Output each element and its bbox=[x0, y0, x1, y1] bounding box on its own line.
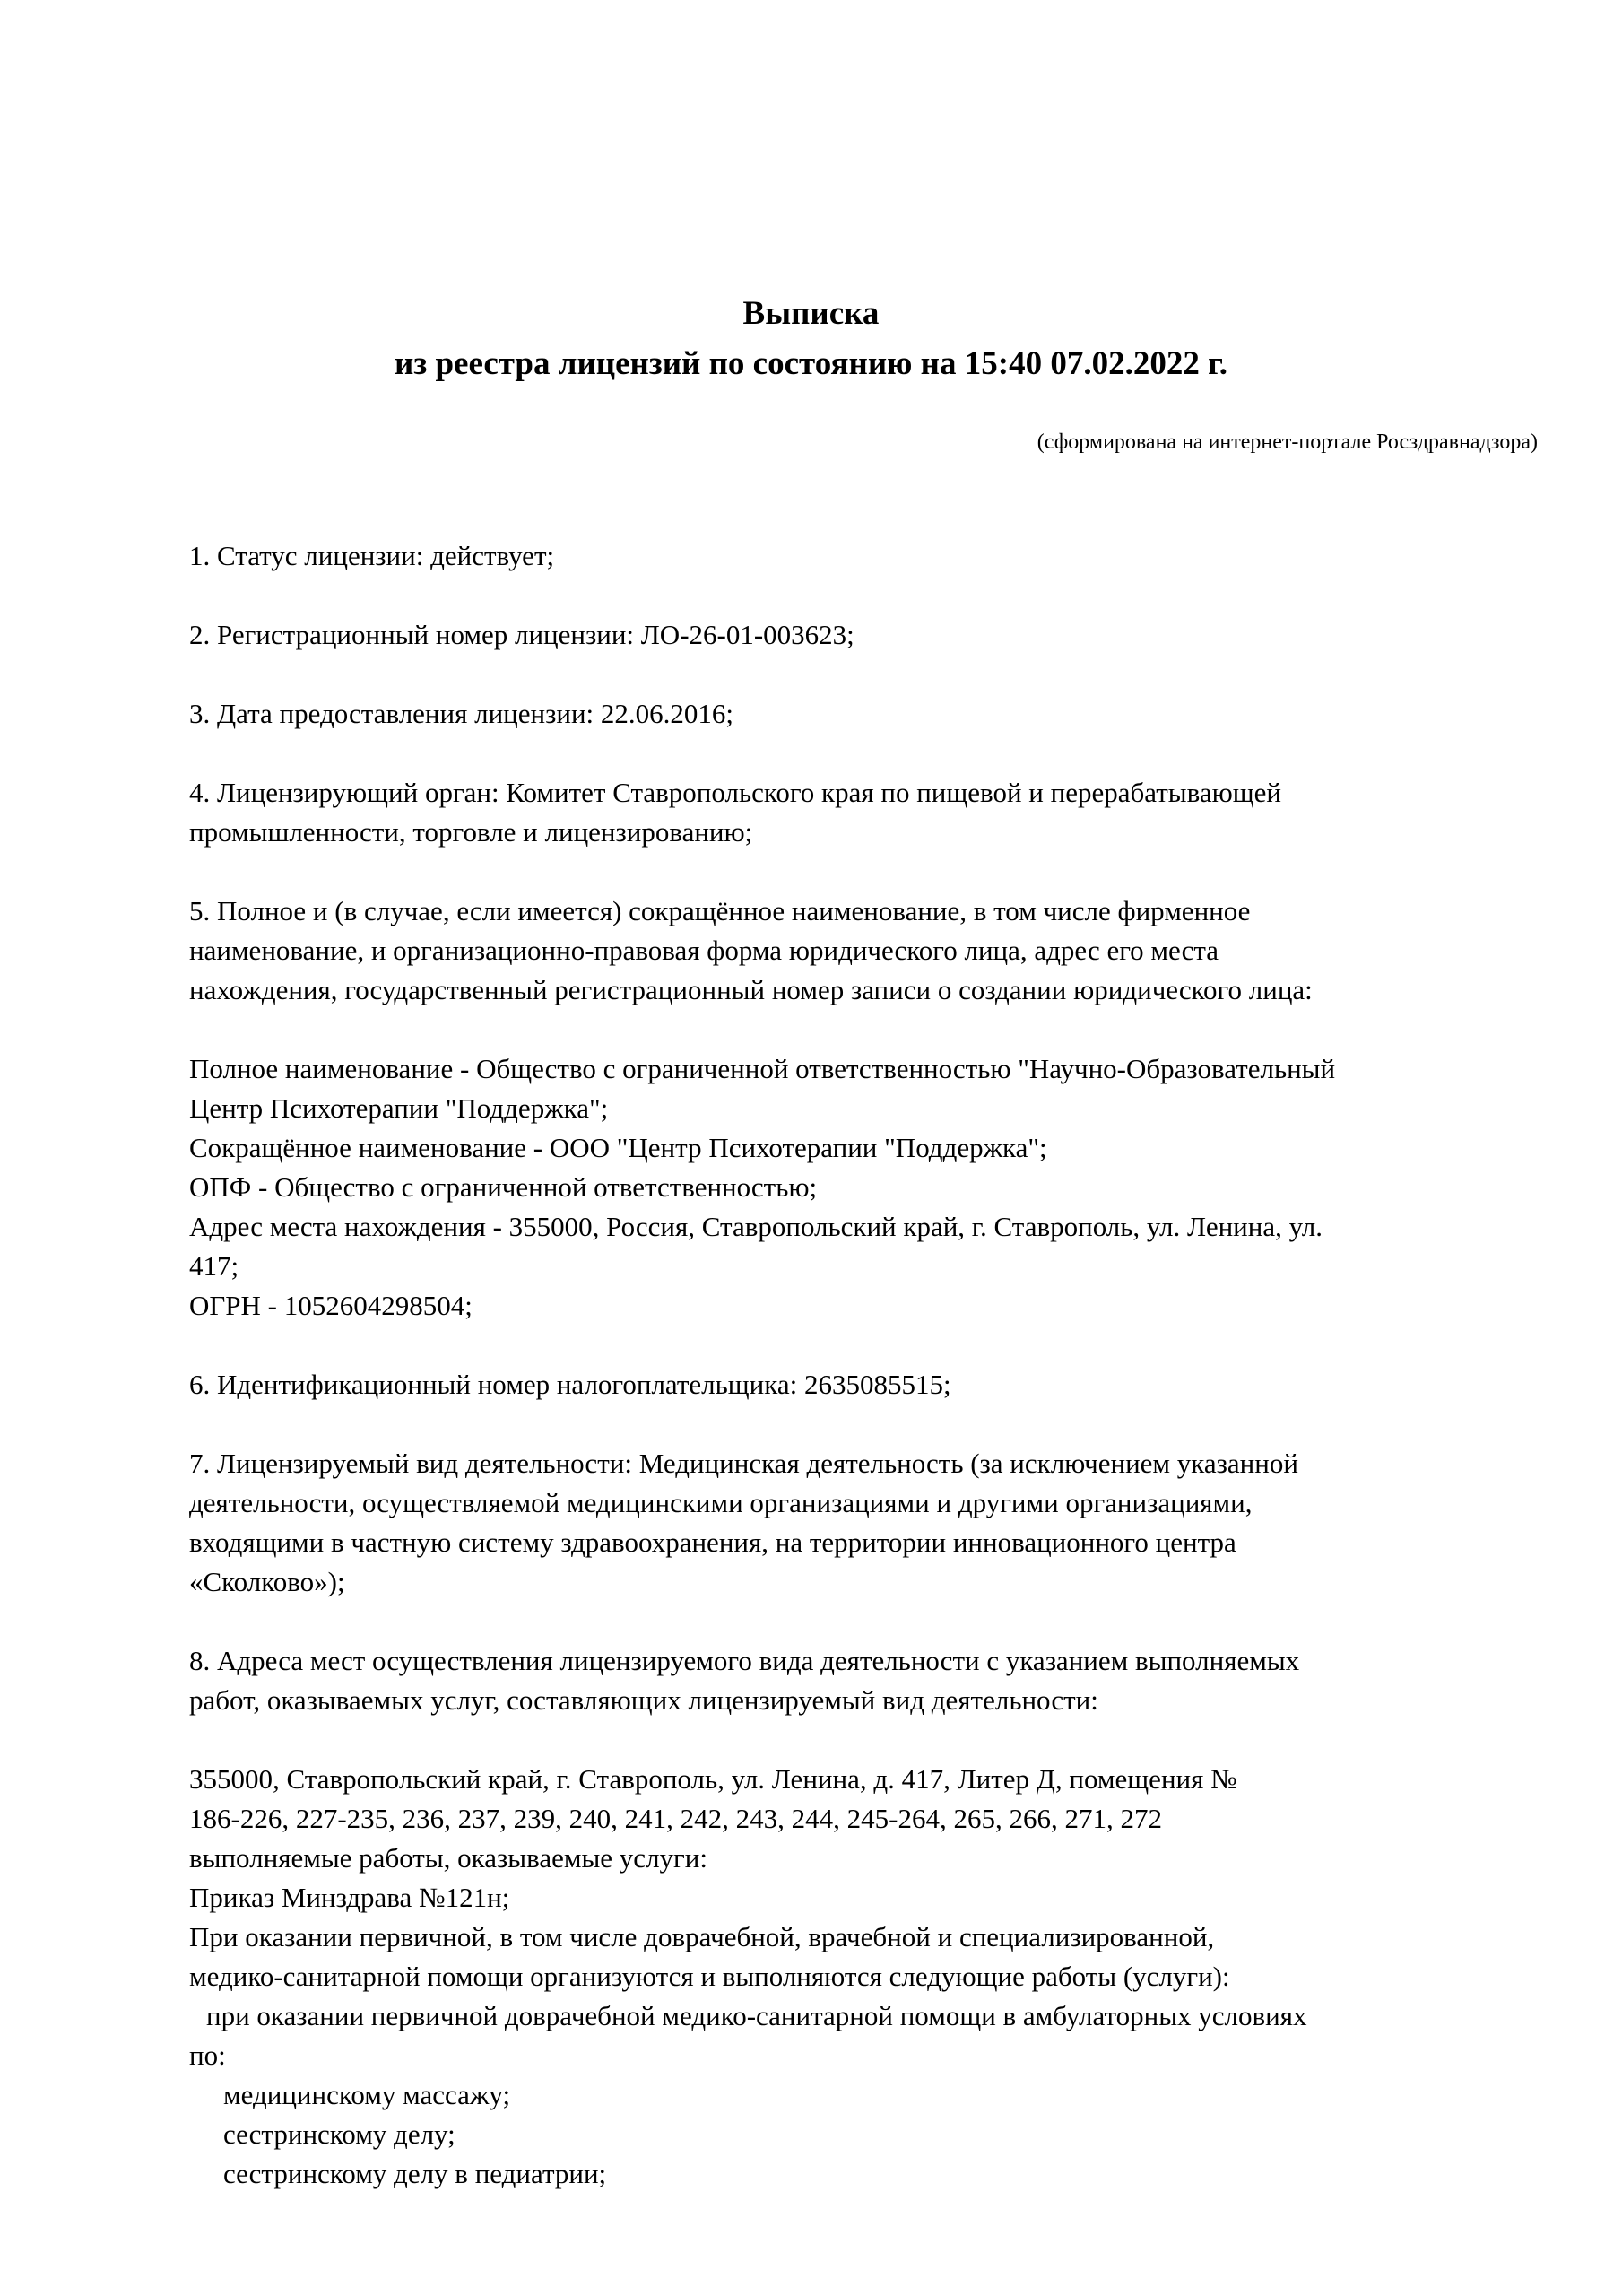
service-item: сестринскому делу; bbox=[223, 2118, 455, 2150]
legal-address-line2: 417; bbox=[189, 1250, 239, 1282]
licensing-authority-line2: промышленности, торговле и лицензированию; bbox=[189, 816, 753, 848]
inn: 6. Идентификационный номер налогоплательщика: 2635085515; bbox=[189, 1369, 951, 1400]
legal-address-line1: Адрес места нахождения - 355000, Россия, Ставропольский край, г. Ставрополь, ул. Ленина, ул. bbox=[189, 1211, 1323, 1242]
outpatient-line1: при оказании первичной доврачебной медико-санитарной помощи в амбулаторных условиях bbox=[206, 2000, 1307, 2031]
document-title: Выписка bbox=[742, 295, 880, 332]
name-header-line2: наименование, и организационно-правовая форма юридического лица, адрес его места bbox=[189, 935, 1219, 966]
place-address-line2: 186-226, 227-235, 236, 237, 239, 240, 241, 242, 243, 244, 245-264, 265, 266, 271, 272 bbox=[189, 1803, 1162, 1834]
legal-form: ОПФ - Общество с ограниченной ответственностью; bbox=[189, 1171, 818, 1203]
licensing-authority-line1: 4. Лицензирующий орган: Комитет Ставропольского края по пищевой и перерабатывающей bbox=[189, 777, 1281, 808]
short-name: Сокращённое наименование - ООО "Центр Психотерапии "Поддержка"; bbox=[189, 1132, 1047, 1163]
license-status: 1. Статус лицензии: действует; bbox=[189, 540, 555, 571]
service-item: медицинскому массажу; bbox=[223, 2079, 511, 2110]
outpatient-line2: по: bbox=[189, 2039, 226, 2071]
name-header-line3: нахождения, государственный регистрационный номер записи о создании юридического лица: bbox=[189, 974, 1313, 1005]
generated-note: (сформирована на интернет-портале Росздравнадзора) bbox=[1037, 430, 1538, 454]
primary-care-line1: При оказании первичной, в том числе доврачебной, врачебной и специализированной, bbox=[189, 1921, 1215, 1952]
document-subtitle-heading: из реестра лицензий по состоянию на 15:40 07.02.2022 г. bbox=[395, 345, 1227, 382]
places-header-line2: работ, оказываемых услуг, составляющих лицензируемый вид деятельности: bbox=[189, 1684, 1098, 1716]
activity-line4: «Сколково»); bbox=[189, 1566, 345, 1597]
service-item: сестринскому делу в педиатрии; bbox=[223, 2158, 607, 2189]
document-body bbox=[189, 536, 1552, 2194]
place-address-line1: 355000, Ставропольский край, г. Ставрополь, ул. Ленина, д. 417, Литер Д, помещения № bbox=[189, 1763, 1237, 1795]
license-reg-number: 2. Регистрационный номер лицензии: ЛО-26-01-003623; bbox=[189, 619, 854, 650]
full-name-line1: Полное наименование - Общество с ограниченной ответственностью "Научно-Образовательный bbox=[189, 1053, 1336, 1084]
full-name-line2: Центр Психотерапии "Поддержка"; bbox=[189, 1092, 609, 1124]
activity-line2: деятельности, осуществляемой медицинскими организациями и другими организациями, bbox=[189, 1487, 1253, 1518]
primary-care-line2: медико-санитарной помощи организуются и выполняются следующие работы (услуги): bbox=[189, 1961, 1230, 1992]
places-header-line1: 8. Адреса мест осуществления лицензируемого вида деятельности с указанием выполняемых bbox=[189, 1645, 1300, 1676]
name-header-line1: 5. Полное и (в случае, если имеется) сокращённое наименование, в том числе фирменное bbox=[189, 895, 1251, 926]
ministry-order: Приказ Минздрава №121н; bbox=[189, 1882, 510, 1913]
ogrn: ОГРН - 1052604298504; bbox=[189, 1290, 473, 1321]
works-label: выполняемые работы, оказываемые услуги: bbox=[189, 1842, 707, 1874]
license-issue-date: 3. Дата предоставления лицензии: 22.06.2016; bbox=[189, 698, 734, 729]
activity-line3: входящими в частную систему здравоохранения, на территории инновационного центра bbox=[189, 1526, 1236, 1558]
activity-line1: 7. Лицензируемый вид деятельности: Медицинская деятельность (за исключением указанной bbox=[189, 1448, 1298, 1479]
